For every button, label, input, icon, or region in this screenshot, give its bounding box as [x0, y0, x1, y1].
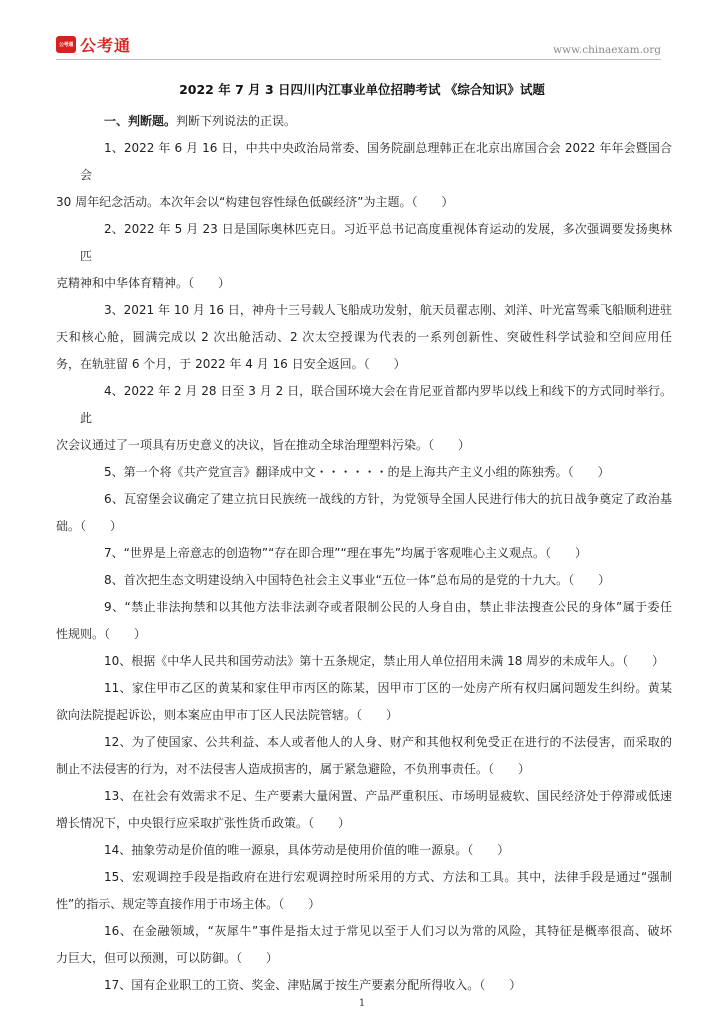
question-text: 12、为了使国家、公共利益、本人或者他人的人身、财产和其他权利免受正在进行的不法侵害，而采取的: [104, 735, 672, 749]
question-item: [56, 729, 672, 783]
question-text-continued: 制止不法侵害的行为，对不法侵害人造成损害的，属于紧急避险，不负刑事责任。（ ）: [56, 762, 531, 776]
section-instruction: 判断下列说法的正误。: [176, 114, 297, 128]
question-item: [56, 783, 672, 837]
document-body: [56, 108, 672, 999]
question-text-continued: 欲向法院提起诉讼，则本案应由甲市丁区人民法院管辖。（ ）: [56, 708, 399, 722]
question-text-continued: 30 周年纪念活动。本次年会以“构建包容性绿色低碳经济”为主题。（ ）: [56, 195, 454, 209]
page-number: 1: [358, 998, 366, 1009]
site-url[interactable]: www.chinaexam.org: [553, 44, 661, 56]
question-text: 17、国有企业职工的工资、奖金、津贴属于按生产要素分配所得收入。（ ）: [104, 978, 522, 992]
question-text-continued: 性规则。（ ）: [56, 627, 147, 641]
question-item: [56, 918, 672, 972]
section-heading-label: 一、判断题。: [104, 114, 177, 128]
question-list: [56, 135, 672, 999]
question-item: [80, 567, 672, 594]
question-item: [56, 675, 672, 729]
question-text: 10、根据《中华人民共和国劳动法》第十五条规定，禁止用人单位招用未满 18 周岁的未成年人。（ ）: [104, 654, 665, 668]
question-text: 14、抽象劳动是价值的唯一源泉，具体劳动是使用价值的唯一源泉。（ ）: [104, 843, 510, 857]
question-text: 9、“禁止非法拘禁和以其他方法非法剥夺或者限制公民的人身自由，禁止非法搜查公民的身体”属于委任: [104, 600, 672, 614]
logo[interactable]: [56, 34, 131, 54]
question-item: [80, 837, 672, 864]
page-title: 2022 年 7 月 3 日四川内江事业单位招聘考试 《综合知识》试题: [179, 82, 545, 97]
question-item: [56, 378, 672, 459]
question-text-continued: 天和核心舱，圆满完成以 2 次出舱活动、2 次太空授课为代表的一系列创新性、突破性科学试验和空间应用任: [56, 330, 672, 344]
question-text-continued: 础。（ ）: [56, 519, 123, 533]
question-text: 11、家住甲市乙区的黄某和家住甲市丙区的陈某，因甲市丁区的一处房产所有权归属问题发生纠纷。黄某: [104, 681, 672, 695]
question-text-continued: 力巨大，但可以预测，可以防御。（ ）: [56, 951, 279, 965]
logo-badge: 公考通: [56, 36, 76, 53]
question-text: 3、2021 年 10 月 16 日，神舟十三号载人飞船成功发射，航天员翟志刚、刘洋、叶光富驾乘飞船顺利进驻: [104, 303, 672, 317]
question-text-continued: 次会议通过了一项具有历史意义的决议，旨在推动全球治理塑料污染。（ ）: [56, 438, 471, 452]
question-text: 5、第一个将《共产党宣言》翻译成中文・・・・・・的是上海共产主义小组的陈独秀。（ ）: [104, 465, 610, 479]
question-text: 1、2022 年 6 月 16 日，中共中央政治局常委、国务院副总理韩正在北京出席国合会 2022 年年会暨国合会: [80, 141, 672, 182]
header-divider: [56, 59, 661, 60]
question-text-continued: 增长情况下，中央银行应采取扩张性货币政策。（ ）: [56, 816, 351, 830]
question-item: [56, 297, 672, 378]
question-item: [80, 540, 672, 567]
section-heading: [80, 108, 672, 135]
question-text: 7、“世界是上帝意志的创造物”“存在即合理”“理在事先”均属于客观唯心主义观点。（ ）: [104, 546, 587, 560]
question-item: [80, 648, 672, 675]
question-text: 6、瓦窑堡会议确定了建立抗日民族统一战线的方针，为党领导全国人民进行伟大的抗日战争奠定了政治基: [104, 492, 672, 506]
question-item: [56, 216, 672, 297]
question-text: 8、首次把生态文明建设纳入中国特色社会主义事业“五位一体”总布局的是党的十九大。（ ）: [104, 573, 611, 587]
question-item: [56, 135, 672, 216]
question-text: 4、2022 年 2 月 28 日至 3 月 2 日，联合国环境大会在肯尼亚首都内罗毕以线上和线下的方式同时举行。此: [80, 384, 672, 425]
question-text-continued: 性”的指示、规定等直接作用于市场主体。（ ）: [56, 897, 321, 911]
question-item: [56, 594, 672, 648]
question-text: 15、宏观调控手段是指政府在进行宏观调控时所采用的方式、方法和工具。其中，法律手段是通过“强制: [104, 870, 672, 884]
question-text-continued: 务，在轨驻留 6 个月，于 2022 年 4 月 16 日安全返回。（ ）: [56, 357, 406, 371]
page-header: [0, 0, 724, 62]
question-item: [56, 486, 672, 540]
question-text: 16、在金融领域，“灰犀牛”事件是指太过于常见以至于人们习以为常的风险，其特征是概率很高、破坏: [104, 924, 672, 938]
question-text-continued: 克精神和中华体育精神。（ ）: [56, 276, 231, 290]
question-item: [80, 459, 672, 486]
question-item: [80, 972, 672, 999]
question-text: 2、2022 年 5 月 23 日是国际奥林匹克日。习近平总书记高度重视体育运动的发展，多次强调要发扬奥林匹: [80, 222, 672, 263]
question-item: [56, 864, 672, 918]
question-text: 13、在社会有效需求不足、生产要素大量闲置、产品严重积压、市场明显疲软、国民经济处于停滞或低速: [104, 789, 672, 803]
logo-text: 公考通: [80, 35, 132, 55]
